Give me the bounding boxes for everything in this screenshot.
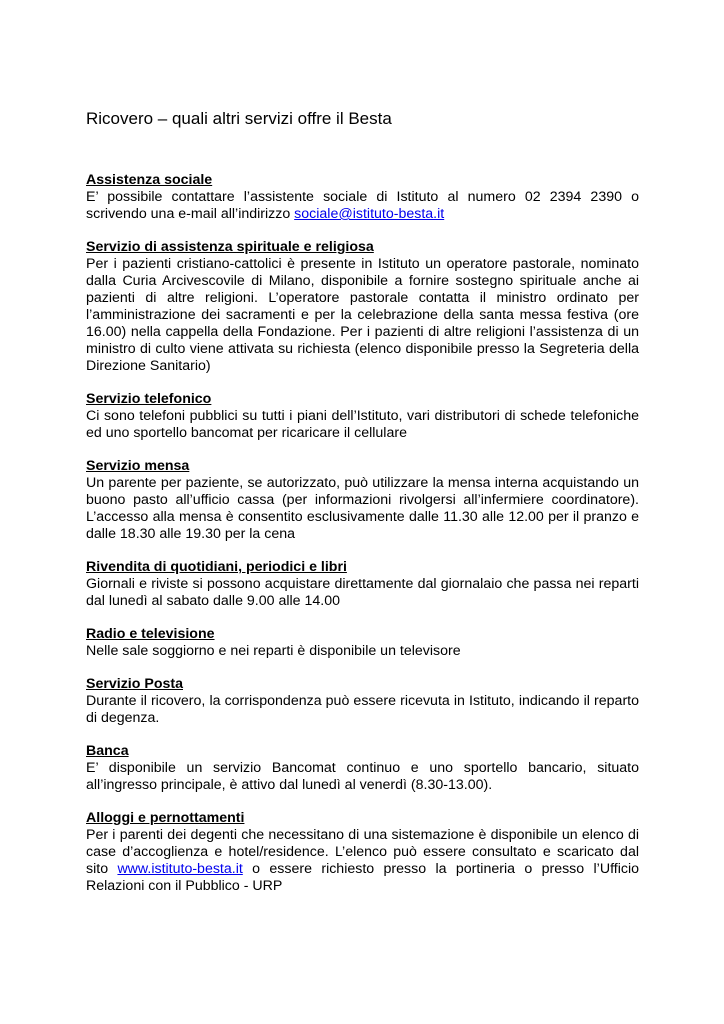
section-mensa	[86, 458, 639, 543]
section-heading: Servizio di assistenza spirituale e religiosa	[86, 239, 374, 255]
section-body: Nelle sale soggiorno e nei reparti è disponibile un televisore	[86, 643, 461, 659]
document-page	[86, 108, 639, 911]
body-text: o essere richiesto presso la portineria o presso l’Ufficio Relazioni con il Pubblico - URP	[86, 861, 639, 894]
section-heading: Alloggi e pernottamenti	[86, 810, 245, 826]
section-heading: Assistenza sociale	[86, 172, 213, 188]
section-banca	[86, 743, 639, 794]
document-title: Ricovero – quali altri servizi offre il Besta	[86, 109, 392, 128]
section-alloggi	[86, 810, 639, 895]
body-text: Per i parenti dei degenti che necessitano di una sistemazione è disponibile un elenco di case d’accoglienza e hotel/residence. L’elenco può essere consultato e scaricato dal sito	[86, 827, 639, 877]
section-body	[86, 827, 639, 895]
section-posta	[86, 676, 639, 727]
section-heading: Servizio telefonico	[86, 391, 212, 407]
section-assistenza-sociale	[86, 172, 639, 223]
section-heading: Radio e televisione	[86, 626, 215, 642]
section-body: Per i pazienti cristiano-cattolici è presente in Istituto un operatore pastorale, nominato dalla Curia Arcivescovile di Milano, disponibile a fornire sostegno spirituale anche ai pazienti di altre religioni. L’operatore pastorale contatta il ministro ordinato per l’amministrazione dei sacramenti e per la celebrazione della santa messa festiva (ore 16.00) nella cappella della Fondazione. Per i pazienti di altre religioni l’assistenza di un ministro di culto viene attivata su richiesta (elenco disponibile presso la Segreteria della Direzione Sanitario)	[86, 256, 639, 374]
section-heading: Servizio mensa	[86, 458, 190, 474]
section-telefonico	[86, 391, 639, 442]
section-body: Ci sono telefoni pubblici su tutti i piani dell’Istituto, vari distributori di schede telefoniche ed uno sportello bancomat per ricaricare il cellulare	[86, 408, 639, 441]
section-body: E’ disponibile un servizio Bancomat continuo e uno sportello bancario, situato all’ingresso principale, è attivo dal lunedì al venerdì (8.30-13.00).	[86, 760, 639, 793]
section-body: Giornali e riviste si possono acquistare direttamente dal giornalaio che passa nei reparti dal lunedì al sabato dalle 9.00 alle 14.00	[86, 576, 639, 609]
section-body: Un parente per paziente, se autorizzato, può utilizzare la mensa interna acquistando un buono pasto all’ufficio cassa (per informazioni rivolgersi all’infermiere coordinatore). L’accesso alla mensa è consentito esclusivamente dalle 11.30 alle 12.00 per il pranzo e dalle 18.30 alle 19.30 per la cena	[86, 475, 639, 542]
section-body: Durante il ricovero, la corrispondenza può essere ricevuta in Istituto, indicando il reparto di degenza.	[86, 693, 639, 726]
section-assistenza-spirituale	[86, 239, 639, 375]
section-heading: Servizio Posta	[86, 676, 183, 692]
website-link[interactable]: www.istituto-besta.it	[117, 861, 243, 877]
section-heading: Banca	[86, 743, 129, 759]
section-rivendita	[86, 559, 639, 610]
section-radio	[86, 626, 639, 660]
section-heading: Rivendita di quotidiani, periodici e libri	[86, 559, 347, 575]
section-body	[86, 189, 639, 223]
body-text: E’ possibile contattare l’assistente sociale di Istituto al numero 02 2394 2390 o scrivendo una e-mail all’indirizzo	[86, 189, 639, 222]
email-link[interactable]: sociale@istituto-besta.it	[294, 206, 445, 222]
